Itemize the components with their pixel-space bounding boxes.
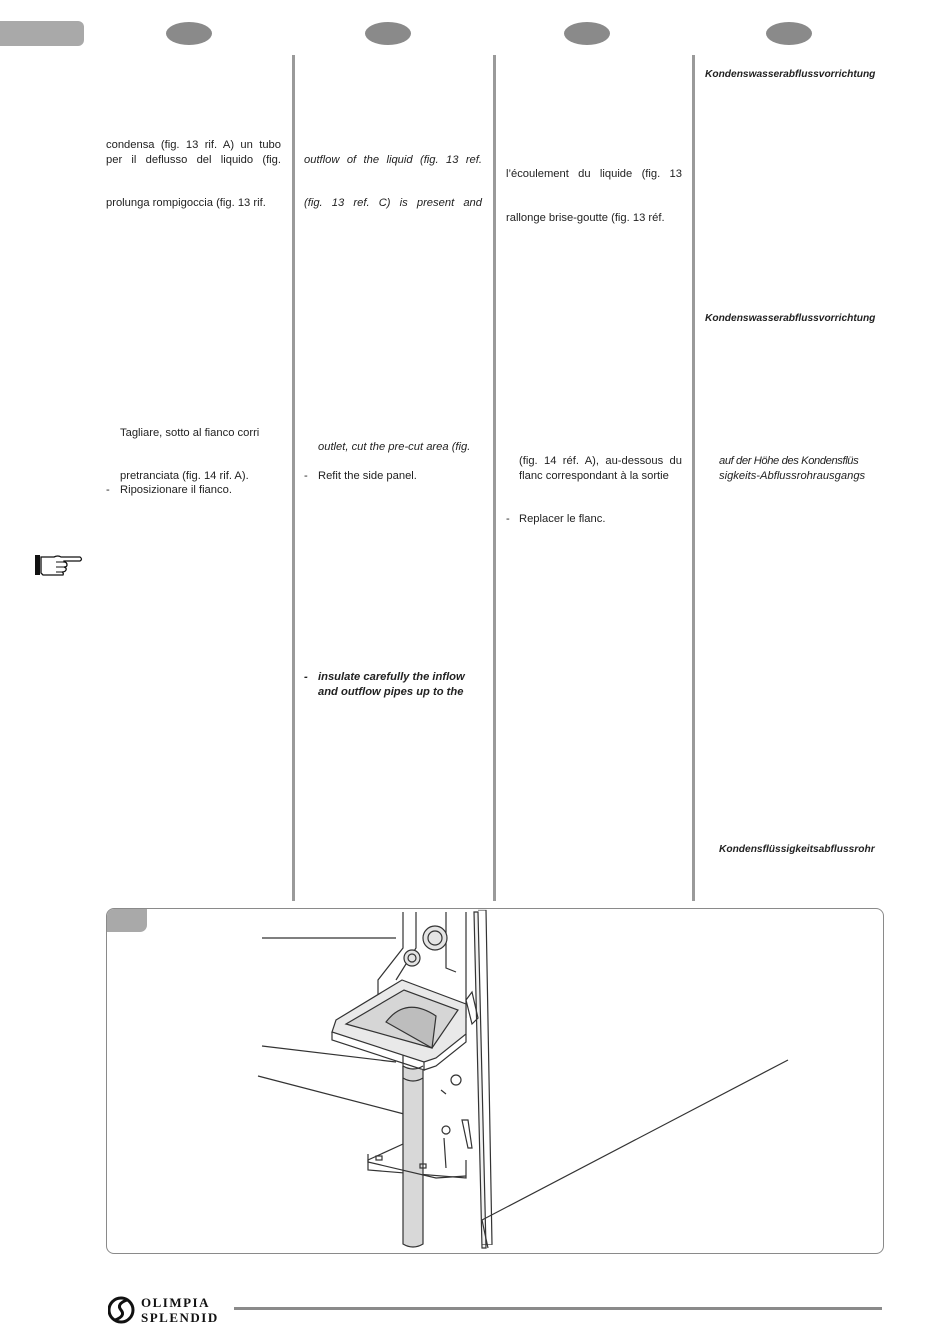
section-tab (0, 21, 84, 46)
it-para3-line2: pretranciata (fig. 14 rif. A). (120, 470, 249, 482)
brand-name-line2: SPLENDID (141, 1310, 219, 1325)
it-para2-line1: prolunga rompigoccia (fig. 13 rif. (106, 197, 266, 209)
language-marker-de (766, 22, 812, 45)
en-para2-line1: (fig. 13 ref. C) is present and (304, 197, 482, 209)
fr-para2-line1: rallonge brise-goutte (fig. 13 réf. (506, 212, 665, 224)
en-para1-line1: outflow of the liquid (fig. 13 ref. (304, 154, 482, 166)
en-warning-bullet: - (304, 671, 308, 683)
language-marker-it (166, 22, 212, 45)
de-heading-2: Kondenswasserabflussvorrichtung (705, 313, 876, 324)
it-bullet: - (106, 484, 110, 496)
language-marker-en (365, 22, 411, 45)
language-marker-fr (564, 22, 610, 45)
de-heading-1: Kondenswasserabflussvorrichtung (705, 69, 876, 80)
de-para3-line1: auf der Höhe des Kondensflüs (719, 455, 859, 467)
en-refit-text: Refit the side panel. (318, 470, 417, 482)
it-para3-line1: Tagliare, sotto al fianco corri (120, 427, 260, 439)
column-divider (692, 55, 695, 901)
fr-replace-text: Replacer le flanc. (519, 513, 606, 525)
en-bullet: - (304, 470, 308, 482)
en-warning-line2: and outflow pipes up to the (318, 686, 464, 698)
en-warning-line1: insulate carefully the inflow (318, 671, 465, 683)
fr-para1-line1: l’écoulement du liquide (fig. 13 (506, 168, 682, 180)
fr-bullet: - (506, 513, 510, 525)
it-reposition-text: Riposizionare il fianco. (120, 484, 232, 496)
fr-para3-line2: flanc correspondant à la sortie (519, 470, 669, 482)
brand-name-line1: OLIMPIA (141, 1295, 210, 1310)
condensate-drain-illustration (106, 908, 882, 1252)
column-divider (493, 55, 496, 901)
it-para1-line2: per il deflusso del liquido (fig. (106, 154, 281, 166)
column-divider (292, 55, 295, 901)
de-para3-line2: sigkeits-Abflussrohrausgangs (719, 470, 866, 482)
de-heading-3: Kondensflüssigkeitsabflussrohr (719, 844, 875, 855)
pointing-hand-icon (34, 553, 84, 577)
fr-para3-line1: (fig. 14 réf. A), au-dessous du (519, 455, 682, 467)
en-para3-line1: outlet, cut the pre-cut area (fig. (318, 441, 471, 453)
footer-rule (234, 1307, 882, 1310)
it-para1-line1: condensa (fig. 13 rif. A) un tubo (106, 139, 281, 151)
